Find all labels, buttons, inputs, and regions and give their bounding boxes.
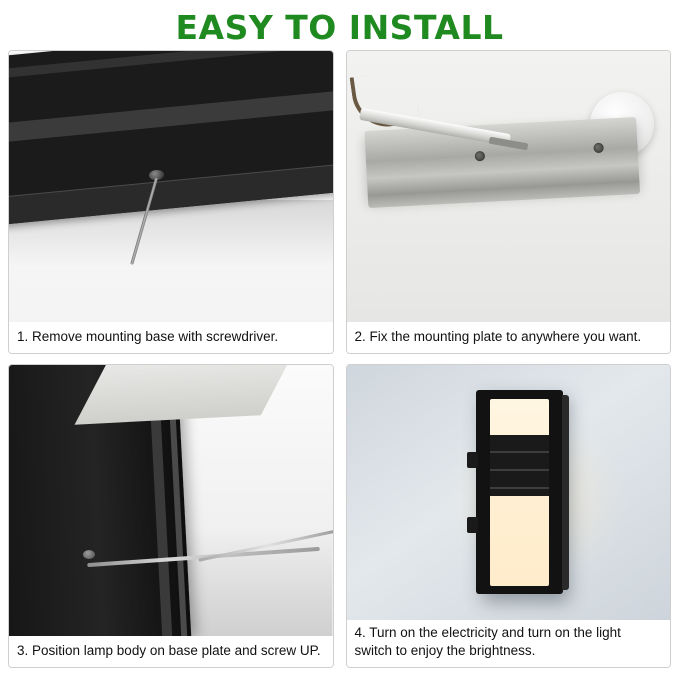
- plate-lip: [368, 182, 640, 208]
- step-card-4: [346, 364, 672, 668]
- sconce-side-face: [562, 395, 569, 590]
- page-title: EASY TO INSTALL: [175, 8, 504, 47]
- mount-bracket-bottom: [467, 517, 477, 533]
- step-card-3: [8, 364, 334, 668]
- base-plate-face: [75, 365, 293, 424]
- step-caption-1: 1. Remove mounting base with screwdriver.: [9, 322, 333, 353]
- photo-remove-mounting-base: [9, 51, 333, 322]
- housing-groove: [9, 88, 333, 146]
- photo-turn-on-light: [347, 365, 671, 620]
- plate-hole-left: [474, 151, 485, 162]
- block-line-1: [490, 451, 549, 453]
- step-caption-2: 2. Fix the mounting plate to anywhere you want.: [347, 322, 671, 353]
- photo-position-lamp-body: [9, 365, 333, 636]
- plate-hole-right: [593, 142, 604, 153]
- photo-fix-mounting-plate: [347, 51, 671, 322]
- mounting-plate: [364, 117, 639, 199]
- block-line-2: [490, 469, 549, 471]
- mount-bracket-top: [467, 452, 477, 468]
- step-card-1: [8, 50, 334, 354]
- step-caption-3: 3. Position lamp body on base plate and screw UP.: [9, 636, 333, 667]
- block-line-3: [490, 487, 549, 489]
- sconce-center-block: [490, 435, 549, 496]
- wall-sconce: [476, 390, 563, 594]
- housing-highlight: [9, 51, 333, 81]
- step-caption-4: 4. Turn on the electricity and turn on the light switch to enjoy the brightness.: [347, 620, 671, 667]
- steps-grid: [8, 50, 671, 668]
- step-card-2: [346, 50, 672, 354]
